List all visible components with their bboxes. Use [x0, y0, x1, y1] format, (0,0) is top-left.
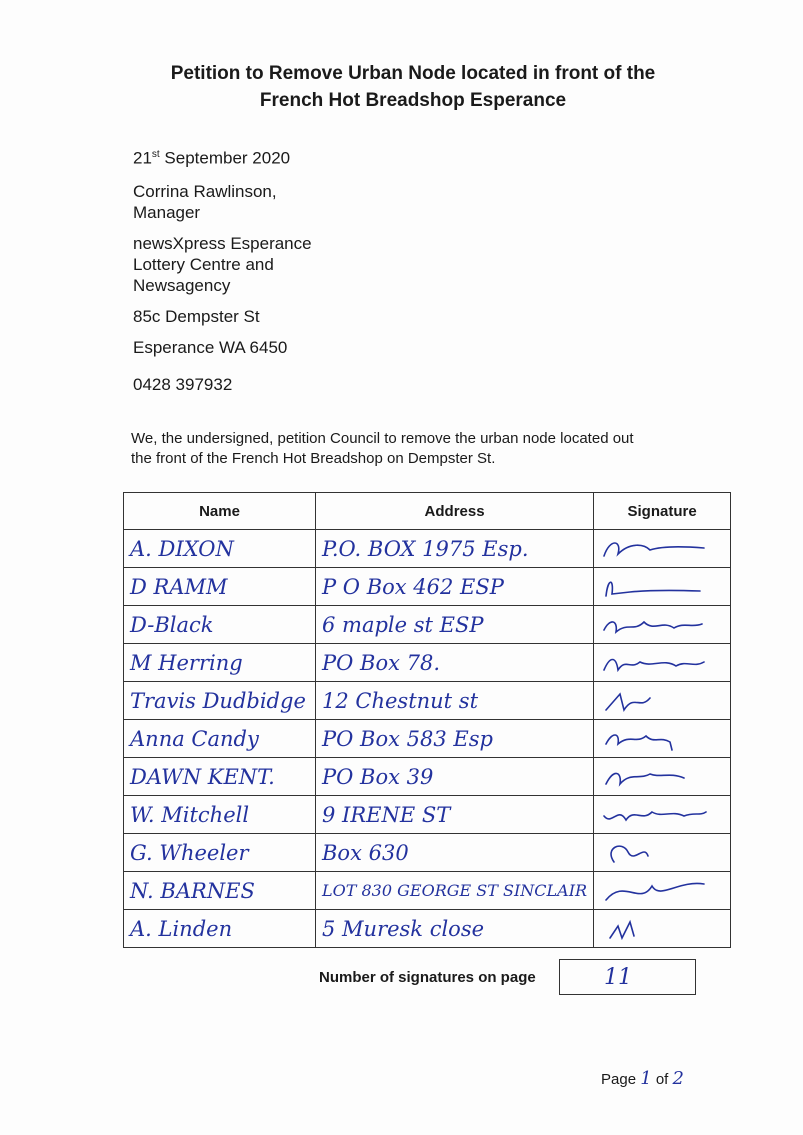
table-row: [124, 910, 731, 948]
signature-cell: [594, 834, 731, 872]
address-town: Esperance WA 6450: [133, 338, 288, 357]
signatory-name: G. Wheeler: [124, 834, 316, 872]
signature-stroke: [604, 621, 702, 631]
signatory-name: Anna Candy: [124, 720, 316, 758]
title-line-2: French Hot Breadshop Esperance: [259, 90, 567, 111]
signatory-name: Travis Dudbidge: [124, 682, 316, 720]
signature-count-label: Number of signatures on page: [319, 969, 536, 986]
signatory-address: 9 IRENE ST: [316, 796, 594, 834]
signature-stroke: [606, 773, 684, 784]
signatory-address: PO Box 583 Esp: [316, 720, 594, 758]
phone-number: 0428 397932: [133, 375, 233, 394]
statement-line-1: We, the undersigned, petition Council to remove the urban node located out: [131, 430, 634, 447]
signatory-name: A. Linden: [124, 910, 316, 948]
signature-stroke: [611, 846, 648, 862]
contact-name: Corrina Rawlinson,: [133, 182, 277, 201]
signatory-address: PO Box 78.: [316, 644, 594, 682]
table-row: [124, 568, 731, 606]
handwritten-signature: [600, 686, 710, 716]
address-street: 85c Dempster St: [133, 307, 260, 326]
page-of-label: of: [655, 1071, 669, 1088]
table-row: [124, 606, 731, 644]
handwritten-signature: [600, 648, 710, 678]
signature-stroke: [604, 659, 704, 670]
table-row: [124, 682, 731, 720]
signatory-address: Box 630: [316, 834, 594, 872]
signatory-address: PO Box 39: [316, 758, 594, 796]
signatory-address: P O Box 462 ESP: [316, 568, 594, 606]
table-row: [124, 720, 731, 758]
table-row: [124, 872, 731, 910]
signature-cell: [594, 682, 731, 720]
handwritten-signature: [600, 800, 710, 830]
signatory-address: LOT 830 GEORGE ST SINCLAIR: [316, 872, 594, 910]
table-row: [124, 644, 731, 682]
handwritten-signature: [600, 534, 710, 564]
date-suffix: st: [151, 149, 160, 160]
signature-table: [123, 492, 731, 948]
signature-cell: [594, 606, 731, 644]
signature-cell: [594, 872, 731, 910]
table-row: [124, 758, 731, 796]
header-address: Address: [316, 493, 594, 530]
handwritten-signature: [600, 876, 710, 906]
header-signature: Signature: [594, 493, 731, 530]
page-footer: [601, 1068, 684, 1089]
signature-cell: [594, 910, 731, 948]
signatory-name: DAWN KENT.: [124, 758, 316, 796]
statement-line-2: the front of the French Hot Breadshop on Dempster St.: [131, 450, 496, 467]
petition-title: [100, 60, 726, 114]
header-name: Name: [124, 493, 316, 530]
signatory-address: P.O. BOX 1975 Esp.: [316, 530, 594, 568]
signature-stroke: [604, 812, 706, 820]
table-row: [124, 530, 731, 568]
contact-block: [133, 181, 277, 223]
signatory-name: D-Black: [124, 606, 316, 644]
petition-date: [133, 144, 290, 169]
handwritten-signature: [600, 914, 710, 944]
signatory-name: A. DIXON: [124, 530, 316, 568]
page-total: 2: [672, 1068, 684, 1089]
page-prefix: Page: [601, 1071, 637, 1088]
organisation-block: [133, 233, 312, 296]
handwritten-signature: [600, 838, 710, 868]
signatory-address: 12 Chestnut st: [316, 682, 594, 720]
signatory-name: W. Mitchell: [124, 796, 316, 834]
signatory-name: M Herring: [124, 644, 316, 682]
title-line-1: Petition to Remove Urban Node located in front of the: [170, 63, 656, 84]
signature-cell: [594, 720, 731, 758]
org-line-3: Newsagency: [133, 276, 231, 295]
org-line-2: Lottery Centre and: [133, 255, 274, 274]
page-number: 1: [640, 1068, 652, 1089]
signature-stroke: [606, 582, 700, 596]
handwritten-signature: [600, 572, 710, 602]
table-row: [124, 834, 731, 872]
signature-stroke: [606, 735, 672, 750]
petition-statement: [131, 429, 691, 469]
handwritten-signature: [600, 610, 710, 640]
table-header-row: [124, 493, 731, 530]
signature-stroke: [604, 543, 704, 556]
org-line-1: newsXpress Esperance: [133, 234, 312, 253]
signature-cell: [594, 568, 731, 606]
signature-cell: [594, 796, 731, 834]
signatory-name: D RAMM: [124, 568, 316, 606]
signature-rows: [124, 530, 731, 948]
handwritten-signature: [600, 762, 710, 792]
signature-cell: [594, 758, 731, 796]
signature-stroke: [606, 694, 650, 710]
date-rest: September 2020: [159, 148, 291, 168]
signature-count-value: 11: [559, 959, 696, 995]
signatory-address: 6 maple st ESP: [316, 606, 594, 644]
signatory-address: 5 Muresk close: [316, 910, 594, 948]
signature-cell: [594, 644, 731, 682]
date-day: 21: [133, 148, 152, 168]
contact-role: Manager: [133, 203, 201, 222]
signature-cell: [594, 530, 731, 568]
handwritten-signature: [600, 724, 710, 754]
signature-stroke: [610, 922, 634, 938]
signature-stroke: [606, 883, 704, 900]
signatory-name: N. BARNES: [124, 872, 316, 910]
table-row: [124, 796, 731, 834]
